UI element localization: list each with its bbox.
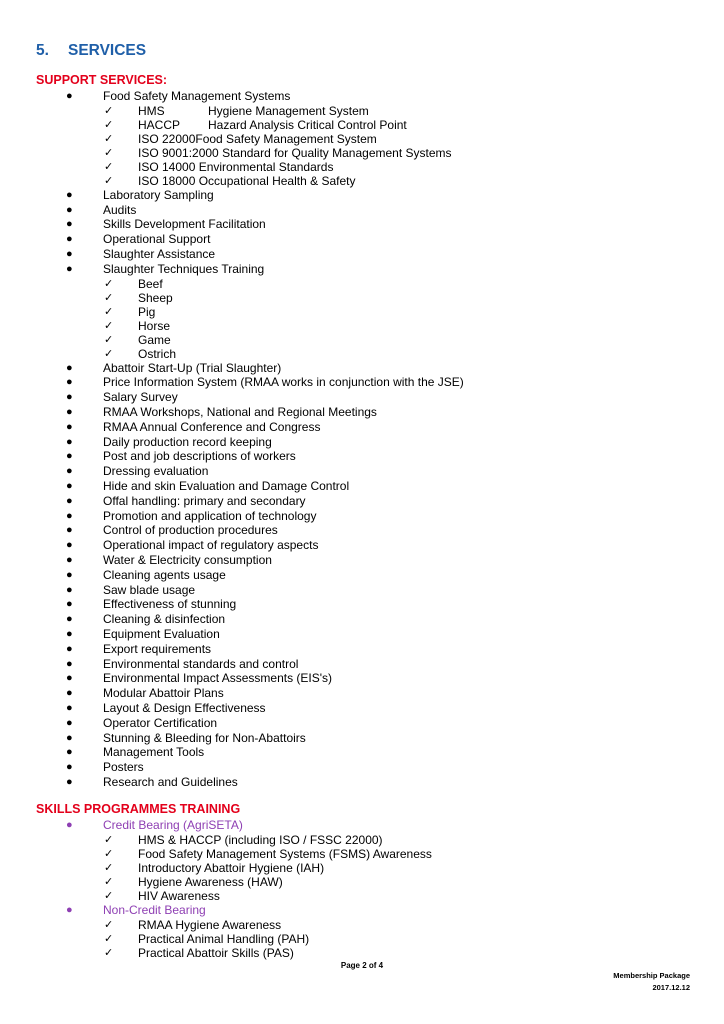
list-item — [0, 449, 724, 464]
checkmark-icon: ✓ — [104, 874, 114, 888]
bullet-icon: ● — [66, 90, 73, 102]
bullet-icon: ● — [66, 450, 73, 463]
item-text: Skills Development Facilitation — [103, 217, 266, 232]
checkmark-icon: ✓ — [104, 290, 114, 304]
bullet-icon: ● — [66, 731, 73, 744]
support-services-title: SUPPORT SERVICES: — [36, 73, 168, 87]
list-item — [0, 420, 724, 435]
document-name: Membership Package — [613, 971, 690, 980]
list-item — [0, 627, 724, 642]
checkmark-icon: ✓ — [104, 945, 114, 959]
item-text: HMS & HACCP (including ISO / FSSC 22000) — [138, 832, 383, 847]
item-text: Effectiveness of stunning — [103, 597, 237, 612]
list-item — [0, 642, 724, 657]
list-item — [0, 479, 724, 494]
species-list — [0, 277, 724, 361]
list-item — [0, 247, 724, 262]
bullet-icon: ● — [66, 233, 73, 246]
bullet-icon: ● — [66, 553, 73, 566]
non-credit-items-list — [0, 918, 724, 960]
list-item — [0, 464, 724, 479]
bullet-icon: ● — [66, 627, 73, 640]
checkmark-icon: ✓ — [104, 346, 114, 360]
sub-list-item — [0, 277, 724, 291]
list-item — [0, 375, 724, 390]
bullet-icon: ● — [66, 376, 73, 389]
list-item — [0, 553, 724, 568]
sub-list-item: ✓ ISO 22000Food Safety Management System — [104, 131, 377, 146]
item-text: Saw blade usage — [103, 582, 196, 597]
item-text: Hygiene Awareness (HAW) — [138, 874, 283, 889]
list-item-non-credit-bearing: ● Non-Credit Bearing — [66, 902, 206, 917]
sub-list-item — [0, 291, 724, 305]
list-item — [0, 716, 724, 731]
item-text: Cleaning & disinfection — [103, 612, 226, 627]
section-heading — [36, 42, 146, 60]
item-text: Practical Abattoir Skills (PAS) — [138, 945, 294, 960]
checkmark-icon: ✓ — [104, 103, 114, 117]
item-text: RMAA Annual Conference and Congress — [103, 419, 321, 434]
list-item — [0, 262, 724, 277]
item-text: Control of production procedures — [103, 523, 278, 538]
item-text: Practical Animal Handling (PAH) — [138, 931, 310, 946]
list-item — [0, 597, 724, 612]
checkmark-icon: ✓ — [104, 276, 114, 290]
services-list-a — [0, 188, 724, 277]
bullet-icon: ● — [66, 262, 73, 275]
bullet-icon: ● — [66, 405, 73, 418]
list-item — [0, 760, 724, 775]
sub-list-item — [0, 319, 724, 333]
item-text: Research and Guidelines — [103, 774, 238, 789]
item-text: Pig — [138, 304, 156, 319]
list-item — [0, 188, 724, 203]
fsms-label: Food Safety Management Systems — [103, 89, 291, 103]
bullet-icon: ● — [66, 361, 73, 374]
bullet-icon: ● — [66, 494, 73, 507]
bullet-icon: ● — [66, 761, 73, 774]
item-text: Promotion and application of technology — [103, 508, 317, 523]
bullet-icon: ● — [66, 775, 73, 788]
checkmark-icon: ✓ — [104, 173, 114, 187]
bullet-icon: ● — [66, 716, 73, 729]
checkmark-icon: ✓ — [104, 145, 114, 159]
bullet-icon: ● — [66, 613, 73, 626]
item-text: Stunning & Bleeding for Non-Abattoirs — [103, 730, 306, 745]
item-text: Daily production record keeping — [103, 434, 272, 449]
list-item-credit-bearing: ● Credit Bearing (AgriSETA) — [66, 818, 243, 832]
item-text: Export requirements — [103, 641, 212, 656]
list-item — [0, 583, 724, 598]
item-text: Audits — [103, 202, 137, 217]
checkmark-icon: ✓ — [104, 917, 114, 931]
item-text: RMAA Workshops, National and Regional Meetings — [103, 404, 377, 419]
checkmark-icon: ✓ — [104, 860, 114, 874]
checkmark-icon: ✓ — [104, 888, 114, 902]
sub-list-item — [0, 847, 724, 861]
bullet-icon: ● — [66, 568, 73, 581]
skills-programmes-list — [0, 818, 724, 960]
bullet-icon: ● — [66, 687, 73, 700]
checkmark-icon: ✓ — [104, 832, 114, 846]
item-text: Environmental Impact Assessments (EIS's) — [103, 671, 333, 686]
list-item — [0, 494, 724, 509]
item-text: Dressing evaluation — [103, 464, 209, 479]
bullet-icon: ● — [66, 203, 73, 216]
sub-list-item — [0, 833, 724, 847]
checkmark-icon: ✓ — [104, 318, 114, 332]
checkmark-icon: ✓ — [104, 117, 114, 131]
bullet-icon: ● — [66, 657, 73, 670]
section-number: 5. — [36, 42, 49, 59]
item-text: Post and job descriptions of workers — [103, 449, 296, 464]
item-text: Operational impact of regulatory aspects — [103, 538, 319, 553]
checkmark-icon: ✓ — [104, 846, 114, 860]
list-item — [0, 671, 724, 686]
item-text: Equipment Evaluation — [103, 626, 220, 641]
bullet-icon: ● — [66, 479, 73, 492]
sub-list-item: ✓ HACCP Hazard Analysis Critical Control Point — [104, 117, 407, 132]
bullet-icon: ● — [66, 672, 73, 685]
list-item — [0, 89, 724, 104]
list-item — [0, 405, 724, 420]
bullet-icon: ● — [66, 435, 73, 448]
item-text: Offal handling: primary and secondary — [103, 493, 306, 508]
checkmark-icon: ✓ — [104, 332, 114, 346]
document-date: 2017.12.12 — [652, 983, 690, 992]
sub-list-item — [0, 946, 724, 960]
item-text: Laboratory Sampling — [103, 187, 214, 202]
bullet-icon: ● — [66, 539, 73, 552]
bullet-icon: ● — [66, 465, 73, 478]
checkmark-icon: ✓ — [104, 159, 114, 173]
item-text: Game — [138, 332, 171, 347]
list-item — [0, 745, 724, 760]
item-text: Layout & Design Effectiveness — [103, 700, 266, 715]
item-text: Slaughter Assistance — [103, 246, 216, 261]
list-item — [0, 538, 724, 553]
list-item — [0, 568, 724, 583]
bullet-icon: ● — [66, 188, 73, 201]
page-number: Page 2 of 4 — [340, 961, 384, 970]
item-text: Slaughter Techniques Training — [103, 261, 265, 276]
item-text: HIV Awareness — [138, 888, 220, 903]
bullet-icon: ● — [66, 903, 73, 916]
checkmark-icon: ✓ — [104, 931, 114, 945]
list-item — [0, 523, 724, 538]
sub-list-item — [0, 875, 724, 889]
item-text: Food Safety Management Systems (FSMS) Awareness — [138, 846, 432, 861]
list-item — [0, 731, 724, 746]
credit-items-list — [0, 833, 724, 903]
item-text: Price Information System (RMAA works in conjunction with the JSE) — [103, 375, 464, 390]
list-item — [0, 361, 724, 376]
support-services-list — [0, 89, 724, 790]
sub-list-item: ✓ HMS Hygiene Management System — [104, 103, 369, 118]
item-text: Management Tools — [103, 745, 205, 760]
item-text: Sheep — [138, 290, 173, 305]
list-item — [0, 217, 724, 232]
item-text: Environmental standards and control — [103, 656, 299, 671]
list-item — [0, 390, 724, 405]
item-text: Abattoir Start-Up (Trial Slaughter) — [103, 360, 282, 375]
item-text: Operational Support — [103, 232, 211, 247]
bullet-icon: ● — [66, 746, 73, 759]
bullet-icon: ● — [66, 391, 73, 404]
item-text: Posters — [103, 760, 144, 775]
sub-list-item — [0, 918, 724, 932]
sub-list-item — [0, 861, 724, 875]
sub-list-item — [0, 333, 724, 347]
item-text: Salary Survey — [103, 390, 178, 405]
sub-list-item — [0, 347, 724, 361]
list-item — [0, 612, 724, 627]
skills-programmes-title: SKILLS PROGRAMMES TRAINING — [36, 802, 241, 816]
sub-list-item: ✓ ISO 9001:2000 Standard for Quality Management Systems — [104, 145, 452, 160]
item-text: Hide and skin Evaluation and Damage Control — [103, 478, 350, 493]
sub-list-item — [0, 932, 724, 946]
bullet-icon: ● — [66, 701, 73, 714]
bullet-icon: ● — [66, 819, 73, 831]
bullet-icon: ● — [66, 598, 73, 611]
item-text: Ostrich — [138, 346, 177, 361]
item-text: RMAA Hygiene Awareness — [138, 917, 282, 932]
checkmark-icon: ✓ — [104, 131, 114, 145]
bullet-icon: ● — [66, 420, 73, 433]
sub-list-item — [0, 305, 724, 319]
list-item — [0, 657, 724, 672]
bullet-icon: ● — [66, 218, 73, 231]
item-text: Modular Abattoir Plans — [103, 686, 224, 701]
list-item — [0, 686, 724, 701]
list-item — [0, 435, 724, 450]
list-item — [0, 232, 724, 247]
bullet-icon: ● — [66, 642, 73, 655]
checkmark-icon: ✓ — [104, 304, 114, 318]
item-text: Beef — [138, 276, 163, 291]
bullet-icon: ● — [66, 524, 73, 537]
sub-list-item — [0, 889, 724, 903]
bullet-icon: ● — [66, 509, 73, 522]
sub-list-item: ✓ ISO 14000 Environmental Standards — [104, 159, 334, 174]
bullet-icon: ● — [66, 247, 73, 260]
bullet-icon: ● — [66, 583, 73, 596]
item-text: Water & Electricity consumption — [103, 552, 272, 567]
item-text: Introductory Abattoir Hygiene (IAH) — [138, 860, 325, 875]
services-list-b — [0, 361, 724, 790]
item-text: Horse — [138, 318, 171, 333]
sub-list-item: ✓ ISO 18000 Occupational Health & Safety — [104, 173, 356, 188]
item-text: Operator Certification — [103, 715, 218, 730]
item-text: Cleaning agents usage — [103, 567, 226, 582]
list-item — [0, 775, 724, 790]
list-item — [0, 203, 724, 218]
list-item — [0, 509, 724, 524]
list-item — [0, 701, 724, 716]
section-title: SERVICES — [68, 42, 147, 59]
